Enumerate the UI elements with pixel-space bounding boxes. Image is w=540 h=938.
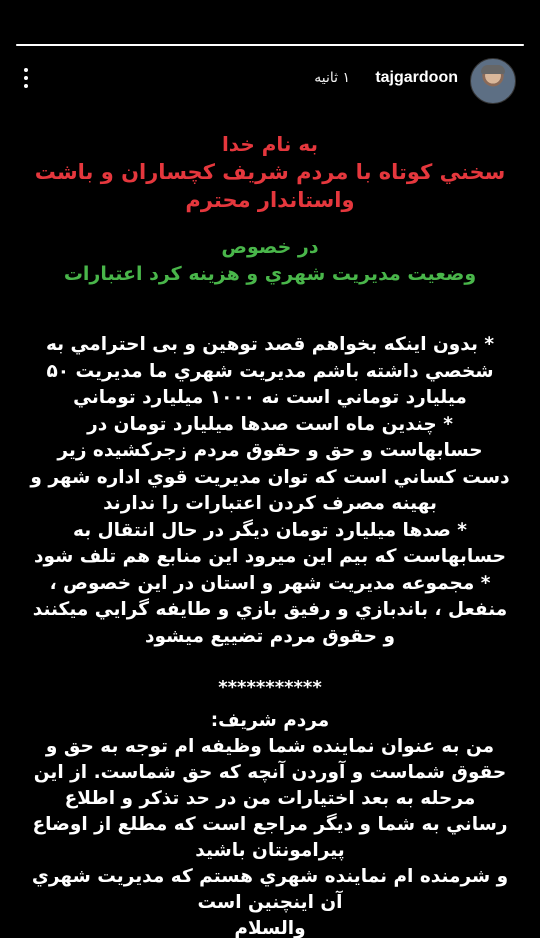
profile-avatar[interactable]: [470, 58, 516, 104]
menu-dot-icon: [24, 84, 28, 88]
body-line: * بدون اينكه بخواهم قصد توهين و بی احترامي به: [45, 334, 495, 355]
story-username[interactable]: tajgardoon: [375, 69, 458, 86]
title-line-3: واستاندار محترم: [185, 188, 355, 212]
story-progress-track: [16, 44, 524, 46]
body-line: و حقوق مردم تضييع ميشود: [145, 625, 395, 647]
body-line: دست كساني است كه توان مديريت قوي اداره شهر و: [30, 466, 510, 488]
menu-dot-icon: [24, 68, 28, 72]
body-line: شخصي داشته باشم مديريت شهري ما مديريت ۵۰: [46, 360, 494, 382]
menu-dot-icon: [24, 76, 28, 80]
separator-stars: ***********: [218, 677, 322, 698]
body-line: حسابهاست كه بيم اين ميرود اين منابع هم تلف شود: [33, 546, 506, 567]
message-line: من به عنوان نماينده شما وظيفه ام توجه به حق و: [45, 736, 495, 757]
message-line: پيرامونتان باشيد: [195, 840, 345, 861]
body-line: حسابهاست و حق و حقوق مردم زجركشيده زير: [57, 440, 483, 461]
more-options-icon[interactable]: [17, 64, 35, 92]
story-body: [24, 332, 516, 650]
message-line: حقوق شماست و آوردن آنچه كه حق شماست. از اين: [33, 762, 507, 783]
story-header: [0, 56, 540, 108]
subject-line-2: وضعيت مديريت شهري و هزينه كرد اعتبارات: [63, 263, 477, 285]
story-progress-fill: [16, 44, 524, 46]
body-line: * صدها ميليارد تومان ديگر در حال انتقال به: [73, 519, 467, 541]
body-line: * مجموعه مديريت شهر و استان در اين خصوص ،: [49, 572, 491, 594]
body-line: بهينه مصرف كردن اعتبارات را ندارند: [103, 493, 437, 514]
message-line: و شرمنده ام نماينده شهري هستم كه مديريت شهري: [31, 866, 509, 887]
body-line: منفعل ، باندبازي و رفيق بازي و طايفه گرايي ميكنند: [32, 599, 508, 620]
message-line: رساني به شما و ديگر مراجع است كه مطلع از اوضاع: [32, 814, 508, 835]
subject-line-1: در خصوص: [221, 236, 319, 258]
story-timestamp: ۱ ثانیه: [314, 70, 350, 86]
message-line: آن اينچنين است: [197, 892, 343, 913]
body-line: ميليارد توماني است نه ۱۰۰۰ ميليارد توماني: [73, 387, 467, 408]
message-line: مردم شريف:: [210, 710, 330, 731]
body-line: * چندين ماه است صدها ميليارد تومان در: [87, 413, 453, 435]
closing-message: [24, 708, 516, 938]
message-line: والسلام: [234, 918, 306, 938]
title-line-1: به نام خدا: [221, 132, 319, 156]
message-line: مرحله به بعد اختيارات من در حد تذكر و اطلاع: [64, 788, 476, 809]
story-content: [24, 130, 516, 938]
title-line-2: سخني كوتاه با مردم شريف كچساران و باشت: [34, 160, 506, 184]
